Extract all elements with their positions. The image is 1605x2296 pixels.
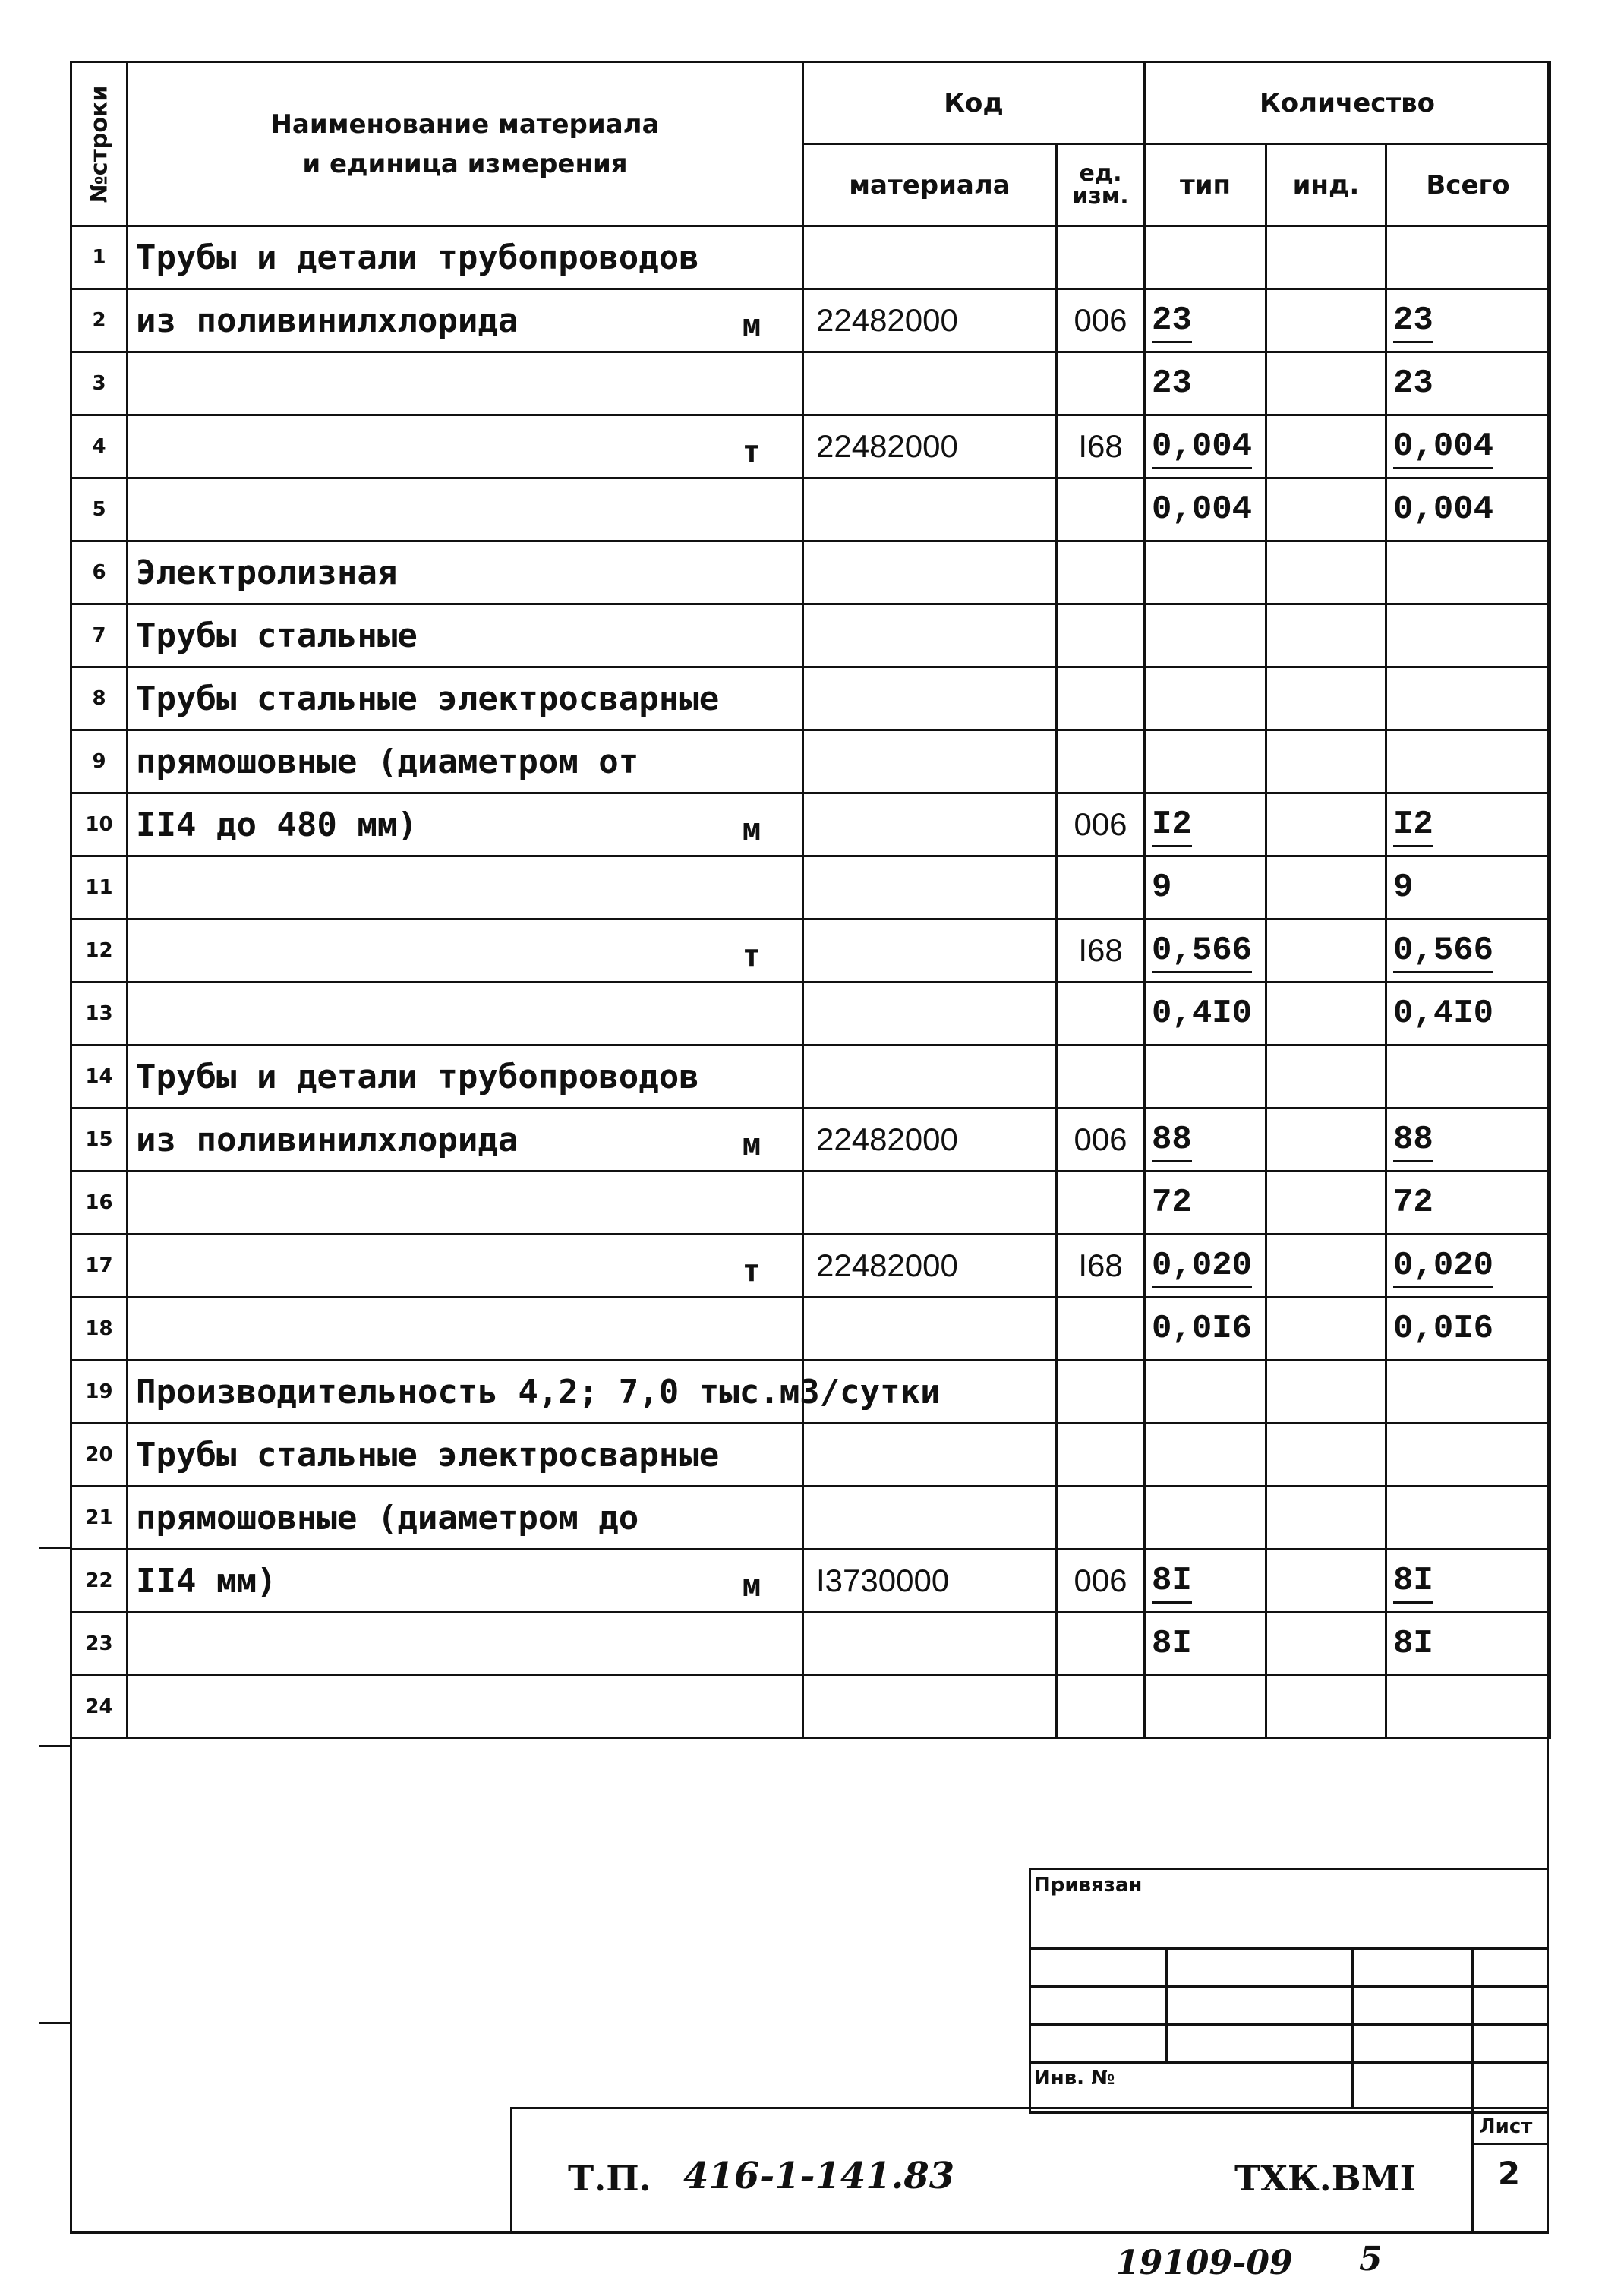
material-code (803, 1424, 1057, 1487)
stamp-doc-code: ТХК.ВМI (1234, 2158, 1417, 2199)
qty-total: I2 (1386, 793, 1550, 856)
header-row-number: №строки (71, 62, 128, 226)
material-code (803, 730, 1057, 793)
qty-ind (1266, 226, 1386, 289)
material-code (803, 856, 1057, 919)
material-code (803, 541, 1057, 604)
material-code (803, 1487, 1057, 1550)
qty-type: 8I (1145, 1550, 1266, 1613)
material-code (803, 1676, 1057, 1739)
row-number: 7 (71, 604, 128, 667)
row-number: 9 (71, 730, 128, 793)
header-qty-ind: инд. (1266, 144, 1386, 226)
qty-total: 9 (1386, 856, 1550, 919)
row-number: 18 (71, 1298, 128, 1361)
material-code: 22482000 (803, 289, 1057, 352)
qty-type: 0,004 (1145, 415, 1266, 478)
unit-code: 006 (1057, 1550, 1145, 1613)
binding-tick-1 (39, 1745, 70, 1747)
material-code (803, 352, 1057, 415)
material-code (803, 478, 1057, 541)
unit-code (1057, 604, 1145, 667)
qty-total (1386, 604, 1550, 667)
qty-total: 0,566 (1386, 919, 1550, 982)
row-number: 13 (71, 982, 128, 1046)
qty-ind (1266, 919, 1386, 982)
qty-ind (1266, 667, 1386, 730)
material-unit: м (742, 308, 761, 343)
qty-ind (1266, 1550, 1386, 1613)
table-row (71, 1109, 1550, 1172)
row-number: 10 (71, 793, 128, 856)
material-name: из поливинилхлорида м (128, 1109, 803, 1172)
qty-ind (1266, 1487, 1386, 1550)
unit-code (1057, 1172, 1145, 1235)
header-name: Наименование материала и единица измерения (128, 62, 803, 226)
material-code (803, 1613, 1057, 1676)
qty-ind (1266, 1235, 1386, 1298)
stamp-vline-1 (1165, 1948, 1168, 2064)
qty-ind (1266, 1109, 1386, 1172)
material-name: II4 мм) м (128, 1550, 803, 1613)
qty-total: 72 (1386, 1172, 1550, 1235)
row-number: 2 (71, 289, 128, 352)
qty-ind (1266, 1046, 1386, 1109)
qty-total (1386, 730, 1550, 793)
qty-ind (1266, 1424, 1386, 1487)
qty-type: 0,004 (1145, 478, 1266, 541)
binding-tick-3 (39, 1547, 70, 1549)
unit-code (1057, 1676, 1145, 1739)
qty-ind (1266, 1613, 1386, 1676)
material-name: Трубы стальные электросварные (128, 667, 803, 730)
stamp-line-1 (1029, 1948, 1547, 1950)
material-name: II4 до 480 мм) м (128, 793, 803, 856)
material-name (128, 1613, 803, 1676)
qty-total: 23 (1386, 352, 1550, 415)
stamp-bound-label: Привязан (1034, 1874, 1143, 1897)
qty-ind (1266, 415, 1386, 478)
qty-ind (1266, 1172, 1386, 1235)
stamp-line-3 (1029, 2023, 1547, 2026)
material-code (803, 919, 1057, 982)
table-row (71, 226, 1550, 289)
row-number: 11 (71, 856, 128, 919)
stamp-sheet-number: 2 (1497, 2155, 1521, 2192)
unit-code: I68 (1057, 415, 1145, 478)
material-name (128, 919, 803, 982)
row-number: 23 (71, 1613, 128, 1676)
row-number: 24 (71, 1676, 128, 1739)
unit-code (1057, 541, 1145, 604)
qty-ind (1266, 541, 1386, 604)
material-code (803, 1046, 1057, 1109)
header-code-unit: ед. изм. (1057, 144, 1145, 226)
material-name: из поливинилхлорида м (128, 289, 803, 352)
unit-code: I68 (1057, 919, 1145, 982)
stamp-line-2 (1029, 1985, 1547, 1988)
row-number: 8 (71, 667, 128, 730)
material-name (128, 1298, 803, 1361)
row-number: 19 (71, 1361, 128, 1424)
qty-type (1145, 1487, 1266, 1550)
row-number: 20 (71, 1424, 128, 1487)
table-body (71, 226, 1550, 1739)
material-name: Трубы стальные электросварные (128, 1424, 803, 1487)
qty-total: 23 (1386, 289, 1550, 352)
table-row (71, 1235, 1550, 1298)
qty-type (1145, 1361, 1266, 1424)
header-qty-type: тип (1145, 144, 1266, 226)
table-row (71, 415, 1550, 478)
row-number: 14 (71, 1046, 128, 1109)
material-code: 22482000 (803, 1235, 1057, 1298)
header-code-material: материала (803, 144, 1057, 226)
qty-type: 0,020 (1145, 1235, 1266, 1298)
material-code: I3730000 (803, 1550, 1057, 1613)
unit-code: 006 (1057, 793, 1145, 856)
material-name: прямошовные (диаметром до (128, 1487, 803, 1550)
qty-ind (1266, 1361, 1386, 1424)
row-number: 5 (71, 478, 128, 541)
unit-code (1057, 478, 1145, 541)
qty-total: 8I (1386, 1613, 1550, 1676)
table-row (71, 1550, 1550, 1613)
table-row (71, 919, 1550, 982)
unit-code (1057, 1046, 1145, 1109)
qty-total (1386, 1424, 1550, 1487)
unit-code (1057, 226, 1145, 289)
header-qty-total: Всего (1386, 144, 1550, 226)
qty-total: 0,020 (1386, 1235, 1550, 1298)
stamp-tp-number: 416-1-141.83 (683, 2155, 955, 2197)
qty-type (1145, 541, 1266, 604)
row-number: 4 (71, 415, 128, 478)
material-code (803, 604, 1057, 667)
stamp-vline-3 (1471, 1948, 1474, 2107)
qty-total: 0,0I6 (1386, 1298, 1550, 1361)
table-row (71, 1487, 1550, 1550)
unit-code (1057, 982, 1145, 1046)
table-row (71, 478, 1550, 541)
material-name: Электролизная (128, 541, 803, 604)
unit-code (1057, 1298, 1145, 1361)
unit-code: 006 (1057, 289, 1145, 352)
material-name (128, 1172, 803, 1235)
unit-code (1057, 730, 1145, 793)
material-name: Трубы и детали трубопроводов (128, 226, 803, 289)
table-row (71, 289, 1550, 352)
qty-type (1145, 1046, 1266, 1109)
table-row (71, 1676, 1550, 1739)
unit-code (1057, 856, 1145, 919)
material-unit: м (742, 812, 761, 847)
material-name (128, 352, 803, 415)
qty-ind (1266, 1298, 1386, 1361)
table-row (71, 1298, 1550, 1361)
table-row (71, 1172, 1550, 1235)
material-name (128, 856, 803, 919)
table-row (71, 1361, 1550, 1424)
row-number: 17 (71, 1235, 128, 1298)
qty-type: 88 (1145, 1109, 1266, 1172)
qty-total (1386, 541, 1550, 604)
qty-total (1386, 1487, 1550, 1550)
qty-type: I2 (1145, 793, 1266, 856)
table-row (71, 1046, 1550, 1109)
material-name: Производительность 4,2; 7,0 тыс.м3/сутки (128, 1361, 803, 1424)
qty-type: 72 (1145, 1172, 1266, 1235)
qty-total: 0,4I0 (1386, 982, 1550, 1046)
row-number: 15 (71, 1109, 128, 1172)
row-number: 1 (71, 226, 128, 289)
table-row (71, 352, 1550, 415)
qty-type (1145, 667, 1266, 730)
stamp-sheet-line (1471, 2143, 1547, 2145)
row-number: 12 (71, 919, 128, 982)
material-code (803, 1172, 1057, 1235)
qty-type: 0,0I6 (1145, 1298, 1266, 1361)
material-spec-table (70, 61, 1551, 1739)
qty-type: 0,566 (1145, 919, 1266, 982)
stamp-line-4 (1029, 2061, 1547, 2064)
material-code (803, 667, 1057, 730)
material-code: 22482000 (803, 415, 1057, 478)
qty-type (1145, 1424, 1266, 1487)
qty-total (1386, 667, 1550, 730)
table-row (71, 541, 1550, 604)
material-name: прямошовные (диаметром от (128, 730, 803, 793)
unit-code (1057, 352, 1145, 415)
table-row (71, 793, 1550, 856)
row-number: 22 (71, 1550, 128, 1613)
unit-code (1057, 1361, 1145, 1424)
material-name: Трубы и детали трубопроводов (128, 1046, 803, 1109)
qty-type: 9 (1145, 856, 1266, 919)
qty-ind (1266, 1676, 1386, 1739)
qty-ind (1266, 289, 1386, 352)
material-name (128, 478, 803, 541)
unit-code (1057, 667, 1145, 730)
qty-ind (1266, 856, 1386, 919)
footer-page-number: 5 (1359, 2240, 1383, 2279)
table-row (71, 730, 1550, 793)
qty-total: 0,004 (1386, 478, 1550, 541)
table-row (71, 1424, 1550, 1487)
unit-code: 006 (1057, 1109, 1145, 1172)
material-unit: м (742, 1568, 761, 1604)
qty-type (1145, 226, 1266, 289)
qty-total (1386, 226, 1550, 289)
qty-total: 0,004 (1386, 415, 1550, 478)
stamp-tp-prefix: Т.П. (568, 2158, 651, 2199)
row-number: 6 (71, 541, 128, 604)
material-name (128, 415, 803, 478)
material-code (803, 226, 1057, 289)
table-row (71, 982, 1550, 1046)
qty-ind (1266, 478, 1386, 541)
row-number: 16 (71, 1172, 128, 1235)
material-name (128, 1676, 803, 1739)
qty-type (1145, 1676, 1266, 1739)
header-code-group: Код (803, 62, 1145, 144)
material-unit: т (742, 938, 761, 973)
row-number: 3 (71, 352, 128, 415)
qty-ind (1266, 982, 1386, 1046)
qty-total: 88 (1386, 1109, 1550, 1172)
material-code (803, 1298, 1057, 1361)
table-row (71, 1613, 1550, 1676)
qty-ind (1266, 730, 1386, 793)
material-name (128, 1235, 803, 1298)
qty-ind (1266, 352, 1386, 415)
material-name (128, 982, 803, 1046)
qty-total (1386, 1361, 1550, 1424)
stamp-vline-2 (1351, 1948, 1354, 2107)
qty-ind (1266, 793, 1386, 856)
material-unit: м (742, 1127, 761, 1162)
unit-code (1057, 1424, 1145, 1487)
material-code (803, 793, 1057, 856)
stamp-inv-label: Инв. № (1034, 2067, 1115, 2089)
qty-type: 8I (1145, 1613, 1266, 1676)
unit-code (1057, 1613, 1145, 1676)
binding-tick-2 (39, 2022, 70, 2024)
qty-total (1386, 1046, 1550, 1109)
qty-type (1145, 604, 1266, 667)
material-code: 22482000 (803, 1109, 1057, 1172)
unit-code (1057, 1487, 1145, 1550)
qty-total: 8I (1386, 1550, 1550, 1613)
material-unit: т (742, 1253, 761, 1288)
table-row (71, 667, 1550, 730)
table-row (71, 856, 1550, 919)
qty-type (1145, 730, 1266, 793)
stamp-sheet-label: Лист (1479, 2115, 1533, 2138)
qty-ind (1266, 604, 1386, 667)
table-row (71, 604, 1550, 667)
footer-archive-number: 19109-09 (1116, 2244, 1293, 2282)
qty-total (1386, 1676, 1550, 1739)
qty-type: 23 (1145, 289, 1266, 352)
material-unit: т (742, 434, 761, 469)
material-code (803, 982, 1057, 1046)
qty-type: 23 (1145, 352, 1266, 415)
qty-type: 0,4I0 (1145, 982, 1266, 1046)
material-name: Трубы стальные (128, 604, 803, 667)
row-number: 21 (71, 1487, 128, 1550)
header-quantity-group: Количество (1145, 62, 1550, 144)
unit-code: I68 (1057, 1235, 1145, 1298)
